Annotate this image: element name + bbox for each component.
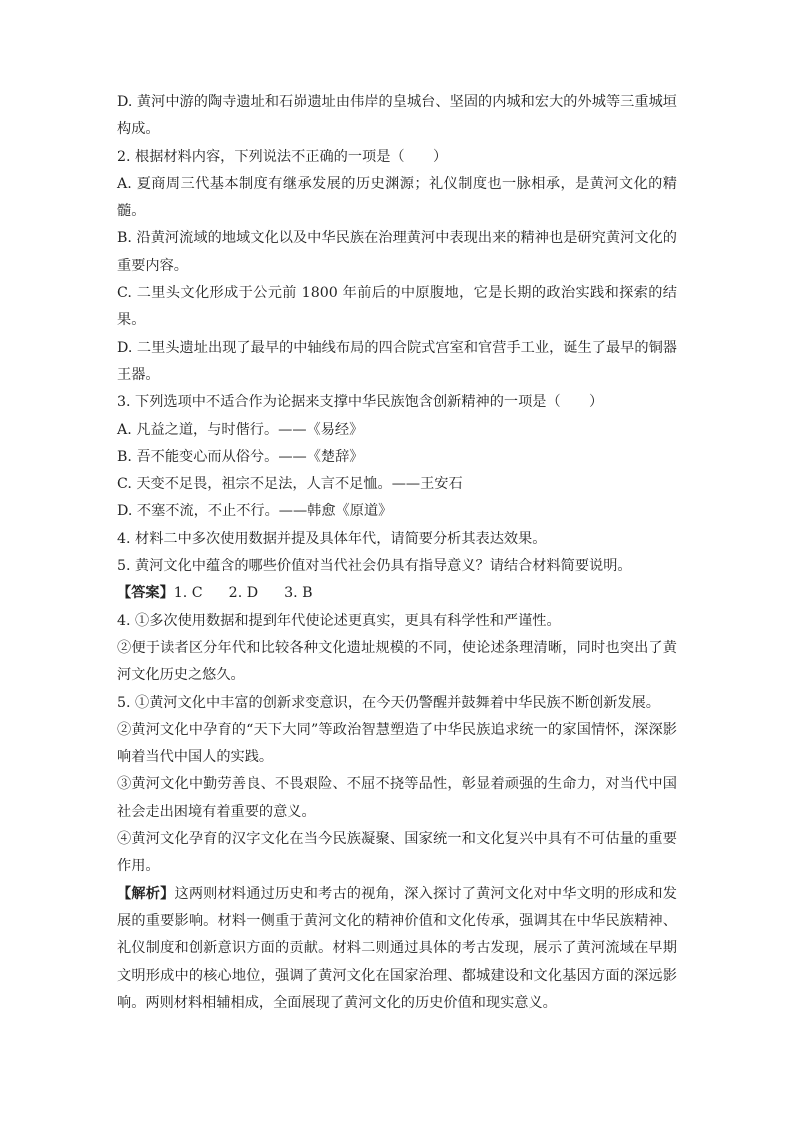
analysis-text: 这两则材料通过历史和考古的视角，深入探讨了黄河文化对中华文明的形成和发展的重要影响。材料一侧重于黄河文化的精神价值和文化传承，强调其在中华民族精神、礼仪制度和创新意识方面的贡献。材料二则通过具体的考古发现，展示了黄河流域在早期文明形成中的核心地位，强调了黄河文化在国家治理、都城建设和文化基因方面的深远影响。两则材料相辅相成，全面展现了黄河文化的历史价值和现实意义。: [117, 885, 677, 1011]
q2-stem: 2. 根据材料内容，下列说法不正确的一项是（ ）: [117, 148, 448, 165]
answer5-point3: ③黄河文化中勤劳善良、不畏艰险、不屈不挠等品性，彰显着顽强的生命力，对当代中国社会走出困境有着重要的意义。: [117, 776, 677, 820]
answer4-point2: ②便于读者区分年代和比较各种文化遗址规模的不同，使论述条理清晰，同时也突出了黄河文化历史之悠久。: [117, 639, 677, 684]
answer4-point1: 4. ①多次使用数据和提到年代使论述更真实，更具有科学性和严谨性。: [117, 612, 561, 629]
q2-option-c: C. 二里头文化形成于公元前 1800 年前后的中原腹地，它是长期的政治实践和探索的结果。: [117, 285, 677, 329]
q1-option-d: D. 黄河中游的陶寺遗址和石峁遗址由伟岸的皇城台、坚固的内城和宏大的外城等三重城垣构成。: [117, 94, 677, 138]
answer5-point1: 5. ①黄河文化中丰富的创新求变意识，在今天仍警醒并鼓舞着中华民族不断创新发展。: [117, 694, 660, 711]
q3-option-a: A. 凡益之道，与时偕行。——《易经》: [117, 421, 364, 438]
q5-stem: 5. 黄河文化中蕴含的哪些价值对当代社会仍具有指导意义？请结合材料简要说明。: [117, 558, 632, 575]
q3-option-c: C. 天变不足畏，祖宗不足法，人言不足恤。——王安石: [117, 476, 463, 493]
q2-option-a: A. 夏商周三代基本制度有继承发展的历史渊源；礼仪制度也一脉相承，是黄河文化的精髓。: [117, 175, 677, 220]
q2-option-d: D. 二里头遗址出现了最早的中轴线布局的四合院式宫室和官营手工业，诞生了最早的铜器王器。: [117, 339, 677, 383]
answer-1: 1. C: [173, 585, 203, 602]
answer-label: 【答案】: [117, 585, 174, 602]
q3-option-b: B. 吾不能变心而从俗兮。——《楚辞》: [117, 448, 364, 465]
q4-stem: 4. 材料二中多次使用数据并提及具体年代，请简要分析其表达效果。: [117, 530, 547, 547]
q3-option-d: D. 不塞不流，不止不行。——韩愈《原道》: [117, 503, 393, 520]
answer-line: [117, 580, 677, 607]
document-content: [117, 89, 677, 1017]
q3-stem: 3. 下列选项中不适合作为论据来支撑中华民族饱含创新精神的一项是（ ）: [117, 394, 604, 411]
answer5-point2: ②黄河文化中孕育的“天下大同”等政治智慧塑造了中华民族追求统一的家国情怀，深深影响着当代中国人的实践。: [117, 721, 677, 766]
analysis-paragraph: [117, 881, 677, 1017]
q2-option-b: B. 沿黄河流域的地域文化以及中华民族在治理黄河中表现出来的精神也是研究黄河文化的重要内容。: [117, 230, 677, 274]
answer5-point4: ④黄河文化孕育的汉字文化在当今民族凝聚、国家统一和文化复兴中具有不可估量的重要作用。: [117, 831, 677, 875]
analysis-label: 【解析】: [117, 885, 175, 902]
answer-2: 2. D: [228, 585, 259, 602]
answer-3: 3. B: [284, 585, 313, 602]
